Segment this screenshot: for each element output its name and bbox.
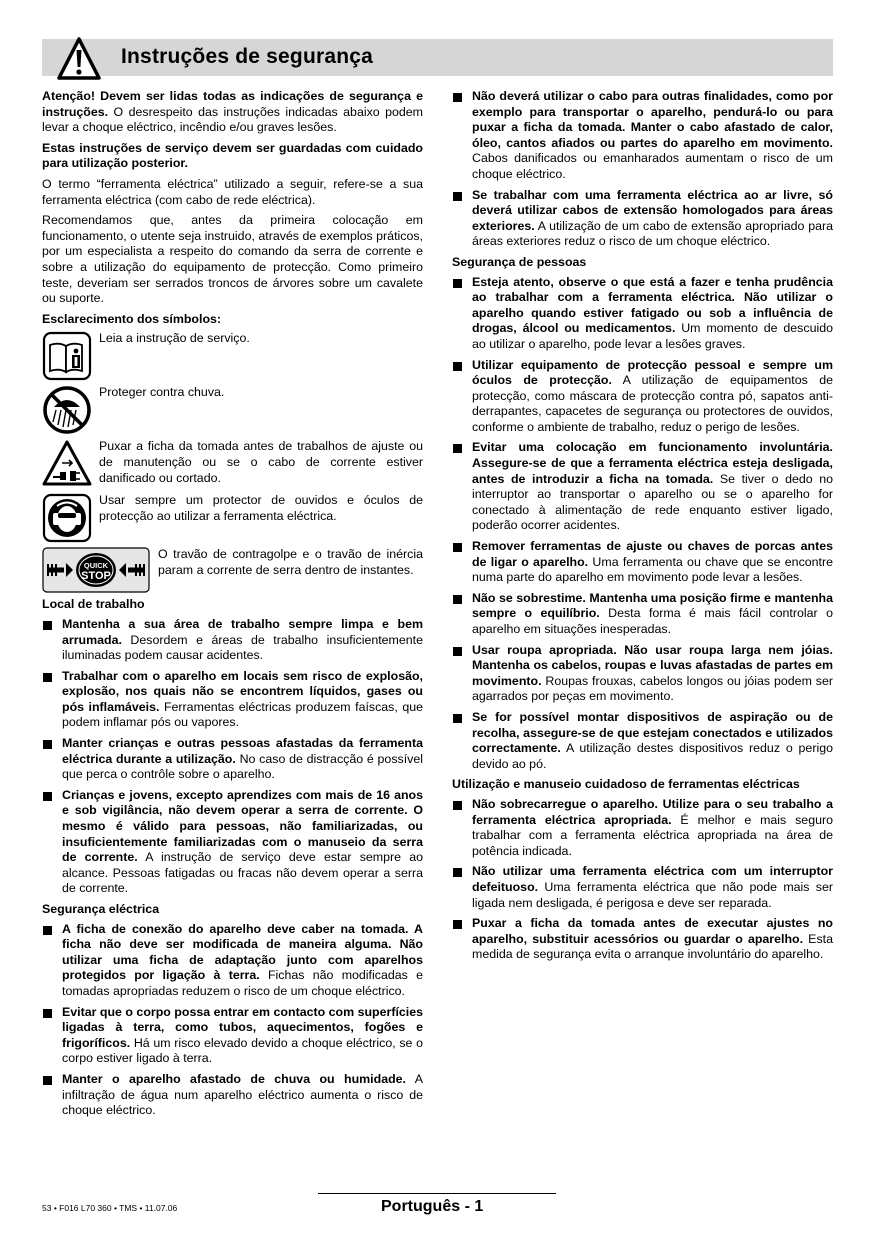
list-item: Mantenha a sua área de trabalho sempre limpa e bem arrumada. Desordem e áreas de trabalho insuficientemente iluminadas podem causar acidentes. bbox=[42, 617, 423, 664]
list-item: Manter crianças e outras pessoas afastadas da ferramenta eléctrica durante a utilização. No caso de distracção é possível que perca o contrôle sobre o aparelho. bbox=[42, 736, 423, 783]
list-item: Não sobrecarregue o aparelho. Utilize para o seu trabalho a ferramenta eléctrica apropriada. É melhor e mais seguro trabalhar com a ferramenta eléctrica apropriada na área de potência indicada. bbox=[452, 797, 833, 859]
symbol-row: Proteger contra chuva. bbox=[42, 385, 423, 435]
footer-page-label: Português - 1 bbox=[381, 1198, 484, 1215]
list-item: Manter o aparelho afastado de chuva ou humidade. A infiltração de água num aparelho eléctrico aumenta o risco de choque eléctrico. bbox=[42, 1072, 423, 1119]
list-item: Se for possível montar dispositivos de aspiração ou de recolha, assegure-se de que estejam conectados e utilizados correctamente. A utilização destes dispositivos reduz o perigo devido ao pó. bbox=[452, 710, 833, 772]
footer-doc-code: 53 • F016 L70 360 • TMS • 11.07.06 bbox=[42, 1203, 178, 1213]
list-item: Trabalhar com o aparelho em locais sem risco de explosão, explosão, nos quais não se encontrem líquidos, gases ou pós inflamáveis. Ferramentas eléctricas produzem faíscas, que podem inflamar pós ou vapores. bbox=[42, 669, 423, 731]
warning-triangle-icon bbox=[56, 36, 102, 82]
list-item: Utilizar equipamento de protecção pessoal e sempre um óculos de protecção. A utilização de equipamentos de protecção, como máscara de protecção contra pó, sapatos anti-derrapantes, capacetes de segurança ou protectores de ouvidos, conforme o ambiente de trabalho, reduz o perigo de lesões. bbox=[452, 358, 833, 436]
list-item: Não utilizar uma ferramenta eléctrica com um interruptor defeituoso. Uma ferramenta eléctrica que não pode mais ser ligada nem desligada, é perigosa e deve ser reparada. bbox=[452, 864, 833, 911]
persons-heading: Segurança de pessoas bbox=[452, 254, 587, 269]
list-item: Usar roupa apropriada. Não usar roupa larga nem jóias. Mantenha os cabelos, roupas e luvas afastadas de partes em movimento. Roupas frouxas, cabelos longos ou jóias podem ser agarrados por peças em movimento. bbox=[452, 643, 833, 705]
symbol-row: Usar sempre um protector de ouvidos e óculos de protecção ao utilizar a ferramenta eléctrica. bbox=[42, 493, 423, 543]
ear-eye-protection-icon bbox=[42, 493, 94, 543]
symbol-row: Leia a instrução de serviço. bbox=[42, 331, 423, 381]
page-title: Instruções de segurança bbox=[121, 45, 374, 68]
intro-term: O termo “ferramenta eléctrica” utilizado a seguir, refere-se a sua ferramenta eléctrica (com cabo de rede eléctrica). bbox=[42, 176, 423, 207]
list-item: Crianças e jovens, excepto aprendizes com mais de 16 anos e sob vigilância, não devem operar a serra de corrente. O mesmo é válido para pessoas, não familiarizadas, ou insuficientemente familiarizadas com o manuseio da serra de corrente. A instrução de serviço deve estar sempre ao alcance. Pessoas fatigadas ou fracas não devem operar a serra de corrente. bbox=[42, 788, 423, 897]
list-item: A ficha de conexão do aparelho deve caber na tomada. A ficha não deve ser modificada de maneira alguma. Não utilizar uma ficha de adaptação junto com aparelhos protegidos por ligação à terra. Fichas não modificadas e tomadas apropriadas reduzem o risco de um choque eléctrico. bbox=[42, 922, 423, 1000]
tools-heading: Utilização e manuseio cuidadoso de ferramentas eléctricas bbox=[452, 777, 800, 792]
list-item: Puxar a ficha da tomada antes de executar ajustes no aparelho, substituir acessórios ou guardar o aparelho. Esta medida de segurança evita o arranque involuntário do aparelho. bbox=[452, 916, 833, 963]
symbol-row: QUICK STOP O travão de contragolpe e o travão de inércia param a corrente de serra dentro de instantes. bbox=[42, 547, 423, 593]
intro-keep-instructions: Estas instruções de serviço devem ser guardadas com cuidado para utilização posterior. bbox=[42, 140, 423, 171]
right-column bbox=[452, 89, 833, 968]
symbol-row: Puxar a ficha da tomada antes de trabalhos de ajuste ou de manutenção ou se o cabo de corrente estiver danificado ou cortado. bbox=[42, 439, 423, 489]
footer-divider bbox=[318, 1193, 556, 1194]
work-area-heading: Local de trabalho bbox=[42, 597, 145, 612]
list-item: Esteja atento, observe o que está a fazer e tenha prudência ao trabalhar com a ferramenta eléctrica. Não utilizar o aparelho quando estiver fatigado ou sob a influência de drogas, álcool ou medicamentos. Um momento de descuido ao utilizar o aparelho, pode levar a lesões graves. bbox=[452, 275, 833, 353]
list-item: Não deverá utilizar o cabo para outras finalidades, como por exemplo para transportar o aparelho, pendurá-lo ou para puxar a ficha da tomada. Manter o cabo afastado de calor, óleo, cantos afiados ou partes do aparelho em movimento. Cabos danificados ou emanharados aumentam o risco de um choque eléctrico. bbox=[452, 89, 833, 183]
left-column bbox=[42, 89, 423, 1124]
list-item: Se trabalhar com uma ferramenta eléctrica ao ar livre, só deverá utilizar cabos de extensão homologados para áreas exteriores. A utilização de um cabo de extensão apropriado para áreas exteriores reduz o risco de um choque eléctrico. bbox=[452, 188, 833, 250]
unplug-warning-icon bbox=[42, 439, 94, 489]
intro-recommendation: Recomendamos que, antes da primeira colocação em funcionamento, o utente seja instruido, através de exemplos práticos, por um especialista a respeito do comando da serra de corrente e sobre a utilização do equipamento de protecção. Como primeiro teste, deveriam ser serrados troncos de árvores sobre um cavalete ou suporte. bbox=[42, 213, 423, 306]
intro-warning: Atenção! Devem ser lidas todas as indicações de segurança e instruções. O desrespeito das instruções indicadas abaixo podem levar a choque eléctrico, incêndio e/ou graves lesões. bbox=[42, 89, 423, 135]
no-rain-icon bbox=[42, 385, 94, 435]
quick-stop-icon bbox=[42, 547, 150, 593]
list-item: Evitar que o corpo possa entrar em contacto com superfícies ligadas à terra, como tubos, aquecimentos, fogões e frigoríficos. Há um risco elevado devido a choque eléctrico, se o corpo estiver ligado à terra. bbox=[42, 1005, 423, 1067]
quick-stop-label-top: QUICK bbox=[83, 561, 109, 571]
list-item: Não se sobrestime. Mantenha uma posição firme e mantenha sempre o equilíbrio. Desta forma é mais fácil controlar o aparelho em situações inesperadas. bbox=[452, 591, 833, 638]
list-item: Evitar uma colocação em funcionamento involuntária. Assegure-se de que a ferramenta eléctrica esteja desligada, antes de introduzir a ficha na tomada. Se tiver o dedo no interruptor ao transportar o aparelho ou se o aparelho for conectado à alimentação de rede enquanto estiver ligado, poderão ocorrer acidentes. bbox=[452, 440, 833, 534]
electrical-heading: Segurança eléctrica bbox=[42, 902, 160, 916]
symbols-heading: Esclarecimento dos símbolos: bbox=[42, 311, 222, 326]
list-item: Remover ferramentas de ajuste ou chaves de porcas antes de ligar o aparelho. Uma ferramenta ou chave que se encontre numa parte do aparelho em movimento pode levar a lesões. bbox=[452, 539, 833, 586]
quick-stop-label-bottom: STOP bbox=[81, 570, 111, 583]
read-manual-icon bbox=[42, 331, 94, 381]
